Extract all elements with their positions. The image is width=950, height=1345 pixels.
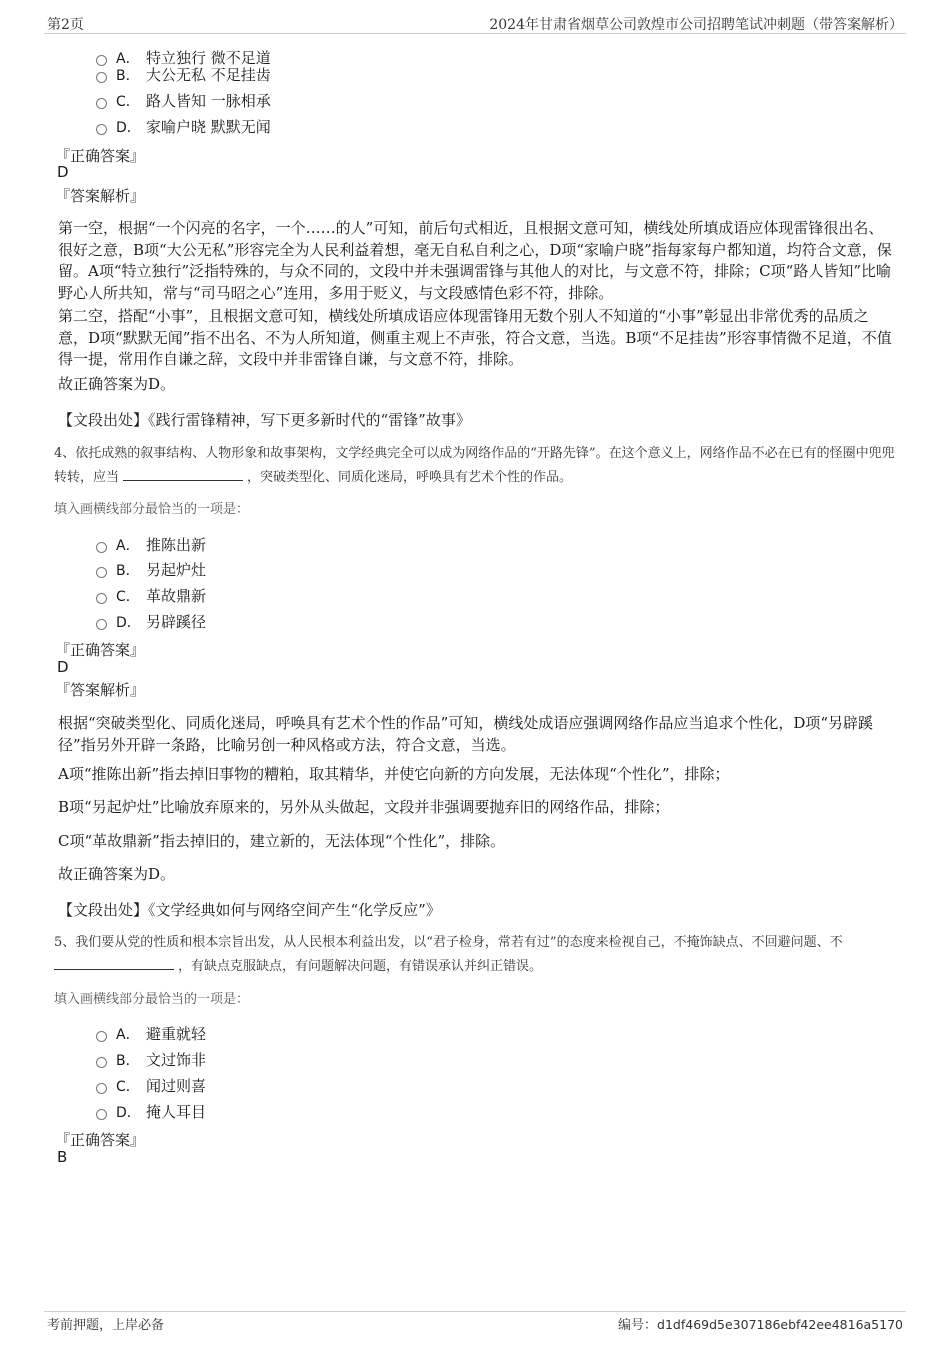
q5-correct-answer-label: 『正确答案』 (55, 1131, 146, 1149)
q4-analysis-conclusion: 故正确答案为D。 (58, 865, 176, 883)
radio-icon[interactable] (96, 1083, 107, 1094)
q4-analysis-paragraph: C项“革故鼎新”指去掉旧的，建立新的，无法体现“个性化”，排除。 (58, 832, 506, 850)
q3-option-a[interactable]: A． 特立独行 微不足道 (96, 47, 271, 68)
footer-divider (44, 1311, 906, 1312)
document-code-value: d1df469d5e307186ebf42ee4816a5170 (657, 1317, 903, 1332)
document-code-label: 编号： (618, 1318, 658, 1333)
radio-icon[interactable] (96, 98, 107, 109)
q4-option-a[interactable]: A． 推陈出新 (96, 534, 206, 555)
footer-slogan: 考前押题，上岸必备 (47, 1318, 165, 1333)
q3-correct-answer: D (57, 163, 69, 181)
radio-icon[interactable] (96, 1057, 107, 1068)
radio-icon[interactable] (96, 593, 107, 604)
radio-icon[interactable] (96, 72, 107, 83)
q4-correct-answer-label: 『正确答案』 (55, 641, 146, 659)
header-divider (44, 33, 906, 34)
q4-source: 【文段出处】《文学经典如何与网络空间产生“化学反应”》 (58, 901, 441, 919)
q4-analysis-paragraph: B项“另起炉灶”比喻放弃原来的，另外从头做起，文段并非强调要抛弃旧的网络作品，排除； (58, 798, 670, 816)
radio-icon[interactable] (96, 1031, 107, 1042)
radio-icon[interactable] (96, 542, 107, 553)
page-number: 第2页 (47, 17, 84, 33)
q4-correct-answer: D (57, 658, 69, 676)
q3-option-c[interactable]: C． 路人皆知 一脉相承 (96, 90, 271, 111)
q4-option-d[interactable]: D． 另辟蹊径 (96, 611, 206, 632)
q5-correct-answer: B (57, 1148, 68, 1166)
document-code (618, 1314, 903, 1333)
q4-option-b[interactable]: B． 另起炉灶 (96, 559, 206, 580)
q4-question-text: 4、依托成熟的叙事结构、人物形象和故事架构，文学经典完全可以成为网络作品的“开路先锋”。在这个意义上，网络作品不必在已有的怪圈中兜兜转转，应当 ，突破类型化、同质化迷局，呼唤具有艺术个性的作品。 (54, 446, 895, 485)
q3-analysis-conclusion: 故正确答案为D。 (58, 375, 176, 393)
q3-option-b[interactable]: B． 大公无私 不足挂齿 (96, 64, 271, 85)
q4-prompt: 填入画横线部分最恰当的一项是： (54, 502, 250, 517)
radio-icon[interactable] (96, 567, 107, 578)
q5-prompt: 填入画横线部分最恰当的一项是： (54, 992, 250, 1007)
radio-icon[interactable] (96, 124, 107, 135)
q3-analysis-paragraph: 第二空，搭配“小事”，且根据文意可知，横线处所填成语应体现雷锋用无数个别人不知道的“小事”彰显出非常优秀的品质之意，D项“默默无闻”指不出名、不为人所知道，侧重主观上不声张，符合文意，当选。B项“不足挂齿”形容事情微不足道，不值得一提，常用作自谦之辞，文段中并非雷锋自谦，与文意不符，排除。 (58, 307, 892, 368)
q3-analysis-label: 『答案解析』 (55, 187, 146, 205)
q3-option-d[interactable]: D． 家喻户晓 默默无闻 (96, 116, 271, 137)
radio-icon[interactable] (96, 619, 107, 630)
q5-option-d[interactable]: D． 掩人耳目 (96, 1101, 206, 1122)
q4-analysis-paragraph: A项“推陈出新”指去掉旧事物的糟粕，取其精华，并使它向新的方向发展，无法体现“个性化”，排除； (58, 765, 730, 783)
fill-blank (54, 955, 174, 970)
q4-option-c[interactable]: C． 革故鼎新 (96, 585, 206, 606)
q3-source: 【文段出处】《践行雷锋精神，写下更多新时代的“雷锋”故事》 (58, 411, 471, 429)
document-title: 2024年甘肃省烟草公司敦煌市公司招聘笔试冲刺题（带答案解析） (489, 17, 903, 33)
q5-option-c[interactable]: C． 闻过则喜 (96, 1075, 206, 1096)
q5-question-text: 5、我们要从党的性质和根本宗旨出发，从人民根本利益出发，以“君子检身，常若有过”的态度来检视自己，不掩饰缺点、不回避问题、不，有缺点克服缺点，有问题解决问题，有错误承认并纠正错误。 (54, 935, 843, 974)
q4-analysis-paragraph: 根据“突破类型化、同质化迷局，呼唤具有艺术个性的作品”可知，横线处成语应强调网络作品应当追求个性化，D项“另辟蹊径”指另外开辟一条路，比喻另创一种风格或方法，符合文意，当选。 (58, 714, 874, 754)
q5-option-a[interactable]: A． 避重就轻 (96, 1023, 206, 1044)
q3-correct-answer-label: 『正确答案』 (55, 147, 146, 165)
fill-blank (123, 466, 243, 481)
q3-analysis-paragraph: 第一空，根据“一个闪亮的名字，一个……的人”可知，前后句式相近，且根据文意可知，横线处所填成语应体现雷锋很出名、很好之意，B项“大公无私”形容完全为人民利益着想，毫无自私自利之心，D项“家喻户晓”指每家每户都知道，均符合文意，保留。A项“特立独行”泛指特殊的，与众不同的，文段中并未强调雷锋与其他人的对比，与文意不符，排除；C项“路人皆知”比喻野心人所共知，常与“司马昭之心”连用，多用于贬义，与文段感情色彩不符，排除。 (58, 219, 892, 302)
radio-icon[interactable] (96, 1109, 107, 1120)
q5-option-b[interactable]: B． 文过饰非 (96, 1049, 206, 1070)
q4-analysis-label: 『答案解析』 (55, 681, 146, 699)
